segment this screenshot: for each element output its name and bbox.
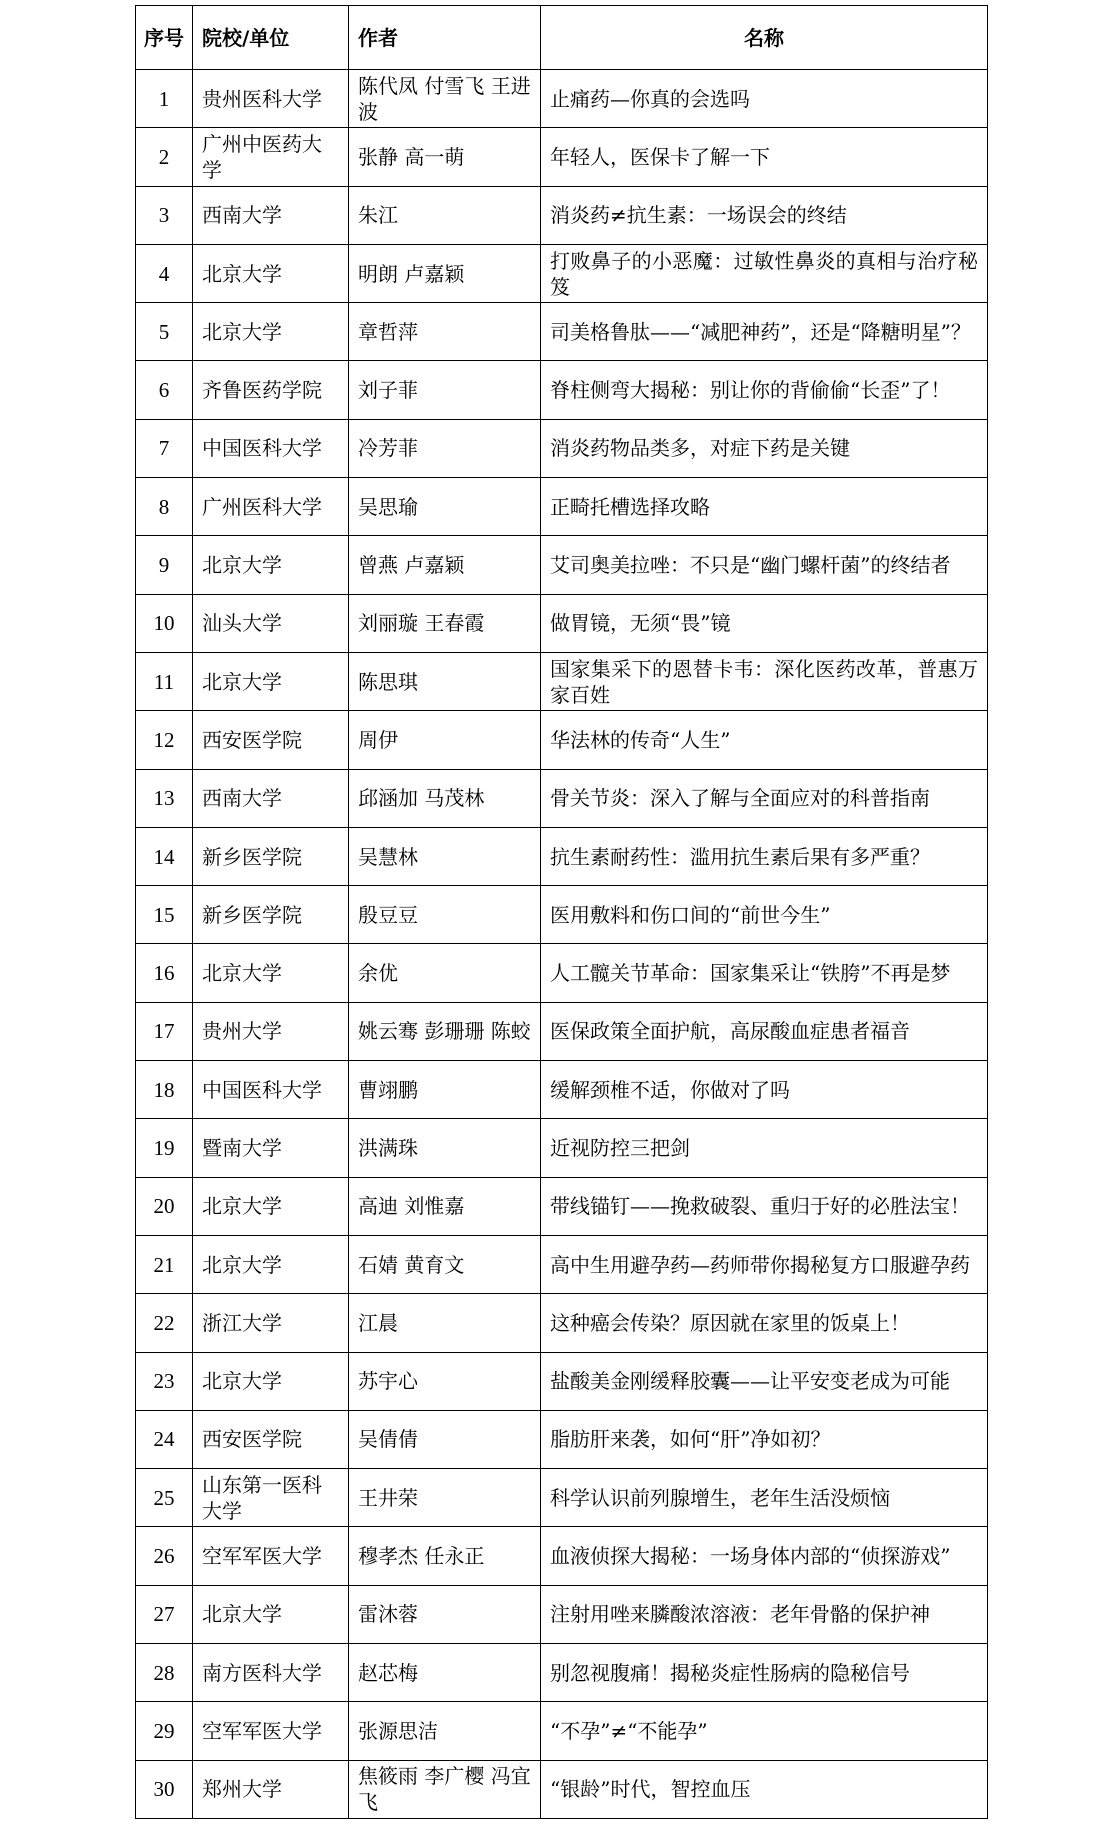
row-title: 年轻人，医保卡了解一下	[541, 128, 988, 186]
row-index: 3	[136, 186, 193, 244]
row-author: 江晨	[349, 1294, 541, 1352]
row-index: 6	[136, 361, 193, 419]
table-row	[136, 478, 988, 536]
row-index: 25	[136, 1469, 193, 1527]
award-list-page	[135, 5, 987, 1819]
table-row	[136, 1760, 988, 1818]
row-institution: 北京大学	[193, 536, 349, 594]
row-title: 医用敷料和伤口间的“前世今生”	[541, 886, 988, 944]
row-author: 朱江	[349, 186, 541, 244]
row-author: 冷芳菲	[349, 419, 541, 477]
table-row	[136, 886, 988, 944]
row-index: 7	[136, 419, 193, 477]
row-institution: 中国医科大学	[193, 419, 349, 477]
row-title: 医保政策全面护航，高尿酸血症患者福音	[541, 1002, 988, 1060]
table-row	[136, 1061, 988, 1119]
header-title: 名称	[541, 6, 988, 70]
row-index: 4	[136, 244, 193, 302]
row-institution: 空军军医大学	[193, 1702, 349, 1760]
row-institution: 北京大学	[193, 1352, 349, 1410]
row-author: 吴思瑜	[349, 478, 541, 536]
row-index: 18	[136, 1061, 193, 1119]
row-institution: 西南大学	[193, 186, 349, 244]
row-index: 21	[136, 1235, 193, 1293]
table-row	[136, 769, 988, 827]
row-title: 注射用唑来膦酸浓溶液：老年骨骼的保护神	[541, 1585, 988, 1643]
row-author: 赵芯梅	[349, 1644, 541, 1702]
row-institution: 暨南大学	[193, 1119, 349, 1177]
row-title: 脂肪肝来袭，如何“肝”净如初？	[541, 1410, 988, 1468]
row-index: 19	[136, 1119, 193, 1177]
row-title: 正畸托槽选择攻略	[541, 478, 988, 536]
row-author: 吴慧林	[349, 827, 541, 885]
row-author: 姚云骞 彭珊珊 陈蛟	[349, 1002, 541, 1060]
row-author: 章哲萍	[349, 303, 541, 361]
row-title: 国家集采下的恩替卡韦：深化医药改革，普惠万家百姓	[541, 652, 988, 710]
row-title: 艾司奥美拉唑：不只是“幽门螺杆菌”的终结者	[541, 536, 988, 594]
table-row	[136, 303, 988, 361]
row-institution: 新乡医学院	[193, 886, 349, 944]
table-row	[136, 1177, 988, 1235]
table-row	[136, 1294, 988, 1352]
row-institution: 西安医学院	[193, 1410, 349, 1468]
row-author: 邱涵加 马茂林	[349, 769, 541, 827]
row-title: 人工髋关节革命：国家集采让“铁胯”不再是梦	[541, 944, 988, 1002]
table-row	[136, 652, 988, 710]
row-index: 28	[136, 1644, 193, 1702]
row-title: 科学认识前列腺增生，老年生活没烦恼	[541, 1469, 988, 1527]
row-author: 苏宇心	[349, 1352, 541, 1410]
row-author: 明朗 卢嘉颖	[349, 244, 541, 302]
row-index: 15	[136, 886, 193, 944]
row-institution: 山东第一医科大学	[193, 1469, 349, 1527]
table-row	[136, 1352, 988, 1410]
row-title: 别忽视腹痛！揭秘炎症性肠病的隐秘信号	[541, 1644, 988, 1702]
row-institution: 北京大学	[193, 652, 349, 710]
row-index: 22	[136, 1294, 193, 1352]
row-index: 17	[136, 1002, 193, 1060]
table-row	[136, 1410, 988, 1468]
table-row	[136, 419, 988, 477]
row-author: 焦筱雨 李广樱 冯宜飞	[349, 1760, 541, 1818]
row-title: 盐酸美金刚缓释胶囊——让平安变老成为可能	[541, 1352, 988, 1410]
row-title: 司美格鲁肽——“减肥神药”，还是“降糖明星”？	[541, 303, 988, 361]
row-title: “银龄”时代，智控血压	[541, 1760, 988, 1818]
row-author: 余优	[349, 944, 541, 1002]
row-author: 曾燕 卢嘉颖	[349, 536, 541, 594]
table-body	[136, 70, 988, 1819]
row-index: 9	[136, 536, 193, 594]
row-institution: 北京大学	[193, 1235, 349, 1293]
table-row	[136, 536, 988, 594]
table-row	[136, 594, 988, 652]
row-title: 近视防控三把剑	[541, 1119, 988, 1177]
row-institution: 郑州大学	[193, 1760, 349, 1818]
table-row	[136, 1469, 988, 1527]
row-index: 10	[136, 594, 193, 652]
row-title: 消炎药物品类多，对症下药是关键	[541, 419, 988, 477]
row-index: 14	[136, 827, 193, 885]
table-row	[136, 827, 988, 885]
row-index: 30	[136, 1760, 193, 1818]
row-institution: 浙江大学	[193, 1294, 349, 1352]
table-row	[136, 1002, 988, 1060]
table-row	[136, 70, 988, 128]
table-row	[136, 244, 988, 302]
row-index: 5	[136, 303, 193, 361]
row-index: 13	[136, 769, 193, 827]
row-author: 石婧 黄育文	[349, 1235, 541, 1293]
row-author: 陈思琪	[349, 652, 541, 710]
table-row	[136, 1119, 988, 1177]
row-author: 张源思洁	[349, 1702, 541, 1760]
row-institution: 北京大学	[193, 1177, 349, 1235]
row-author: 雷沐蓉	[349, 1585, 541, 1643]
row-title: 血液侦探大揭秘：一场身体内部的“侦探游戏”	[541, 1527, 988, 1585]
row-index: 16	[136, 944, 193, 1002]
table-row	[136, 711, 988, 769]
table-row	[136, 128, 988, 186]
table-row	[136, 1644, 988, 1702]
entries-table	[135, 5, 988, 1819]
row-institution: 中国医科大学	[193, 1061, 349, 1119]
row-title: 抗生素耐药性：滥用抗生素后果有多严重？	[541, 827, 988, 885]
header-author: 作者	[349, 6, 541, 70]
row-title: 这种癌会传染？原因就在家里的饭桌上！	[541, 1294, 988, 1352]
row-institution: 齐鲁医药学院	[193, 361, 349, 419]
row-index: 2	[136, 128, 193, 186]
row-title: 带线锚钉——挽救破裂、重归于好的必胜法宝！	[541, 1177, 988, 1235]
row-institution: 新乡医学院	[193, 827, 349, 885]
row-title: “不孕”≠“不能孕”	[541, 1702, 988, 1760]
table-row	[136, 1585, 988, 1643]
row-author: 周伊	[349, 711, 541, 769]
row-institution: 西南大学	[193, 769, 349, 827]
row-index: 27	[136, 1585, 193, 1643]
row-institution: 贵州大学	[193, 1002, 349, 1060]
row-index: 26	[136, 1527, 193, 1585]
table-header-row	[136, 6, 988, 70]
row-author: 高迪 刘惟嘉	[349, 1177, 541, 1235]
row-author: 王井荣	[349, 1469, 541, 1527]
row-index: 24	[136, 1410, 193, 1468]
row-title: 止痛药—你真的会选吗	[541, 70, 988, 128]
row-title: 消炎药≠抗生素：一场误会的终结	[541, 186, 988, 244]
row-title: 打败鼻子的小恶魔：过敏性鼻炎的真相与治疗秘笈	[541, 244, 988, 302]
row-author: 曹翊鹏	[349, 1061, 541, 1119]
row-author: 殷豆豆	[349, 886, 541, 944]
row-author: 吴倩倩	[349, 1410, 541, 1468]
row-institution: 汕头大学	[193, 594, 349, 652]
row-institution: 西安医学院	[193, 711, 349, 769]
table-row	[136, 1527, 988, 1585]
table-row	[136, 361, 988, 419]
row-institution: 北京大学	[193, 944, 349, 1002]
row-institution: 空军军医大学	[193, 1527, 349, 1585]
row-author: 刘丽璇 王春霞	[349, 594, 541, 652]
row-author: 洪满珠	[349, 1119, 541, 1177]
row-author: 穆孝杰 任永正	[349, 1527, 541, 1585]
header-institution: 院校/单位	[193, 6, 349, 70]
row-author: 刘子菲	[349, 361, 541, 419]
row-institution: 北京大学	[193, 303, 349, 361]
row-index: 11	[136, 652, 193, 710]
row-index: 20	[136, 1177, 193, 1235]
table-row	[136, 1235, 988, 1293]
row-author: 陈代凤 付雪飞 王进波	[349, 70, 541, 128]
table-row	[136, 186, 988, 244]
row-title: 做胃镜，无须“畏”镜	[541, 594, 988, 652]
row-institution: 贵州医科大学	[193, 70, 349, 128]
row-index: 1	[136, 70, 193, 128]
row-title: 骨关节炎：深入了解与全面应对的科普指南	[541, 769, 988, 827]
row-index: 12	[136, 711, 193, 769]
table-row	[136, 944, 988, 1002]
table-row	[136, 1702, 988, 1760]
header-index: 序号	[136, 6, 193, 70]
row-institution: 北京大学	[193, 244, 349, 302]
row-author: 张静 高一萌	[349, 128, 541, 186]
row-index: 29	[136, 1702, 193, 1760]
row-institution: 广州医科大学	[193, 478, 349, 536]
row-institution: 南方医科大学	[193, 1644, 349, 1702]
row-institution: 广州中医药大学	[193, 128, 349, 186]
row-title: 缓解颈椎不适，你做对了吗	[541, 1061, 988, 1119]
row-title: 华法林的传奇“人生”	[541, 711, 988, 769]
row-index: 8	[136, 478, 193, 536]
row-title: 脊柱侧弯大揭秘：别让你的背偷偷“长歪”了！	[541, 361, 988, 419]
row-index: 23	[136, 1352, 193, 1410]
row-institution: 北京大学	[193, 1585, 349, 1643]
row-title: 高中生用避孕药—药师带你揭秘复方口服避孕药	[541, 1235, 988, 1293]
